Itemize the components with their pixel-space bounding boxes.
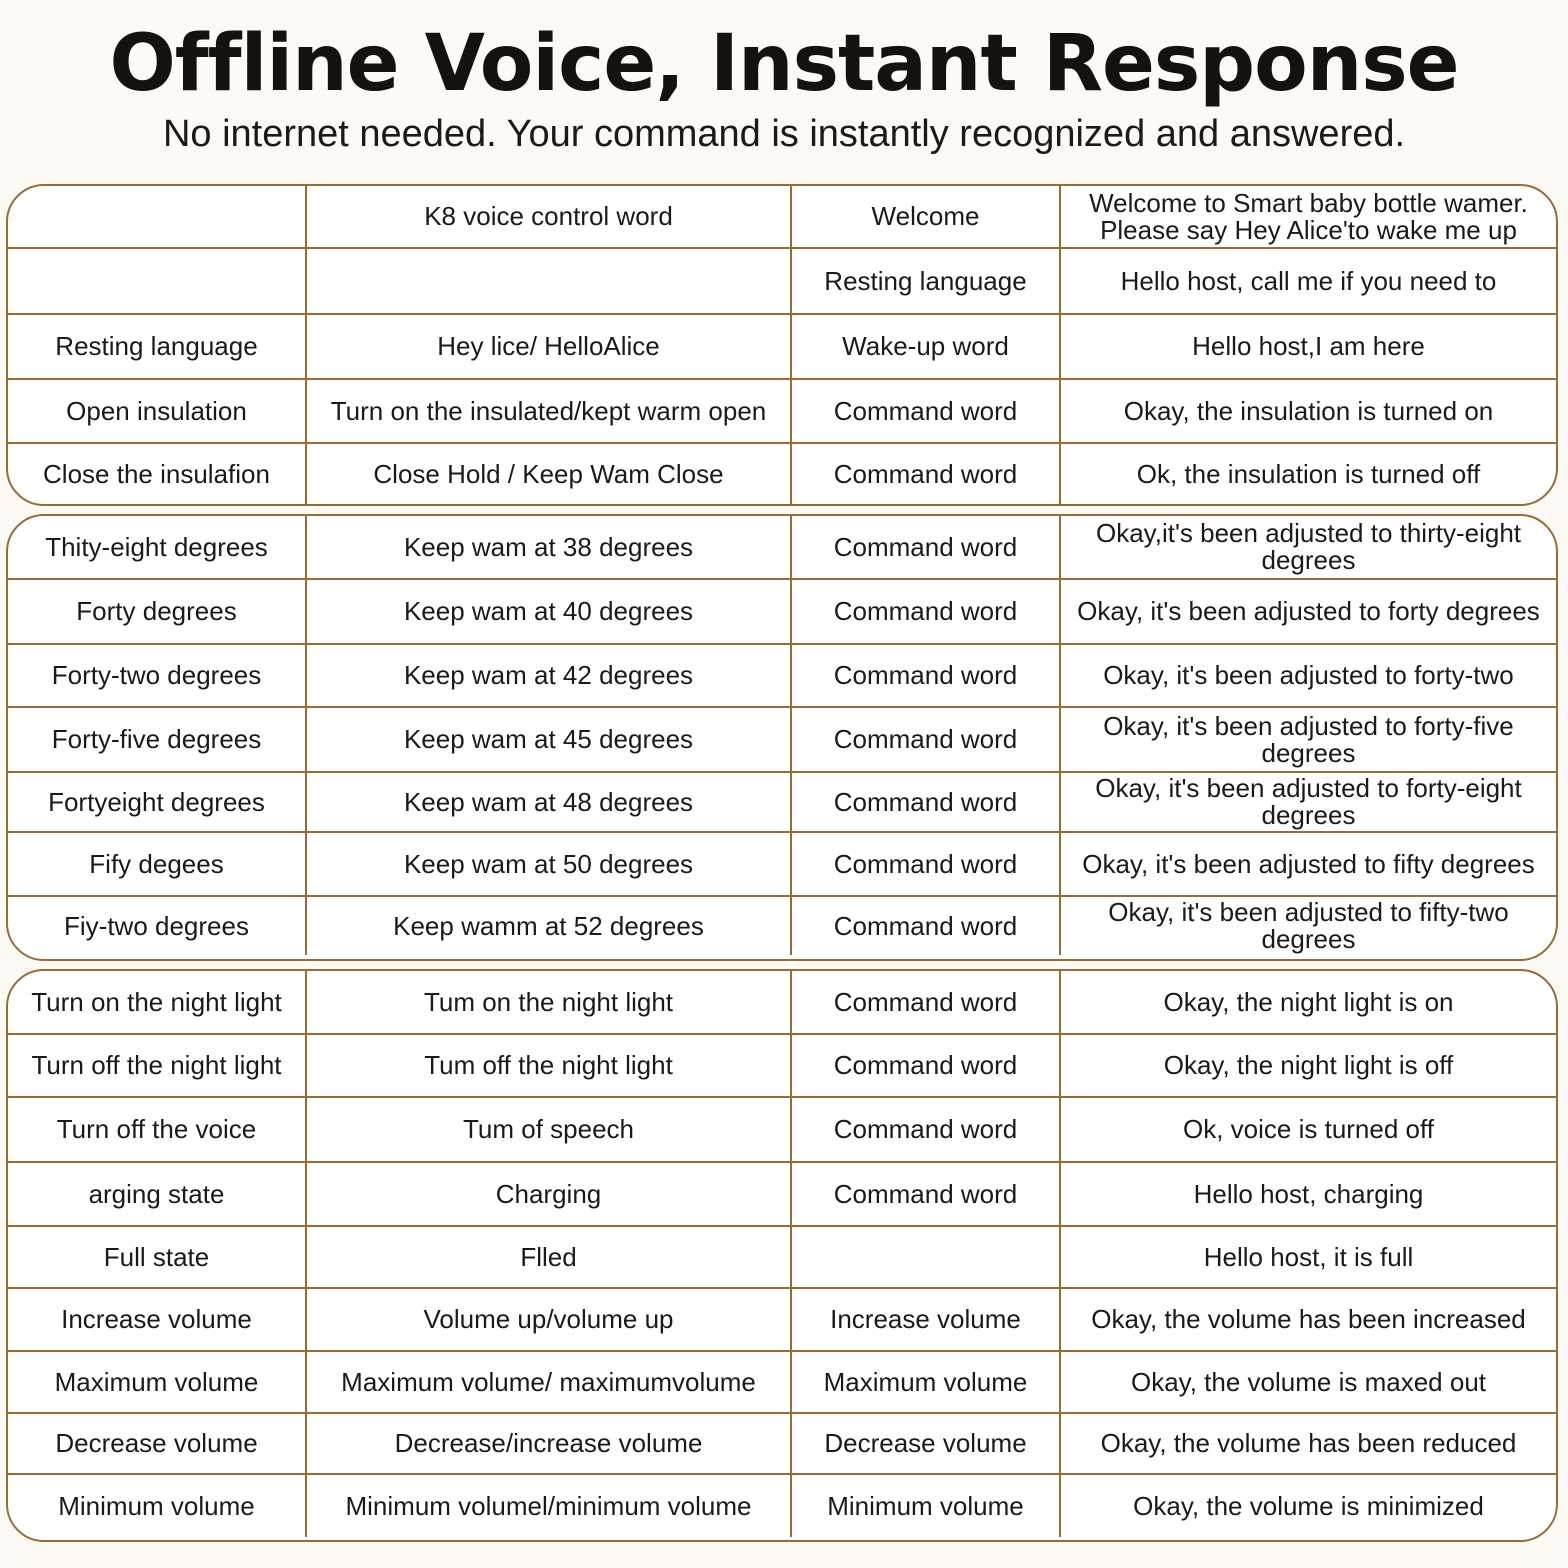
word-type-cell [790,645,1059,706]
word-type-cell [790,315,1059,378]
cell-text: Decrease volume [824,1428,1027,1458]
control-word-cell [305,315,790,378]
control-word-cell [305,1475,790,1537]
cell-text: Keep wam at 40 degrees [403,596,694,626]
control-word-cell [305,645,790,706]
table-row [8,1473,1556,1537]
cell-text: Ok, voice is turned off [1183,1114,1434,1144]
cell-text: Command word [833,1178,1018,1209]
response-cell [1059,1098,1556,1161]
table-row [8,1225,1556,1287]
cell-text: Open insulation [66,395,247,426]
response-cell [1059,380,1556,442]
cell-text: Tum off the night light [424,1050,673,1080]
cell-text: Hello host, it is full [1203,1241,1414,1272]
cell-text: Close the insulafion [43,458,270,489]
cell-text: Maximum volume/ maximumvolume [341,1366,756,1397]
control-word-cell [305,1163,790,1225]
response-cell [1059,1352,1556,1412]
response-cell [1059,1227,1556,1287]
response-cell [1059,708,1556,771]
response-cell [1059,186,1556,247]
feature-cell [8,773,305,831]
response-cell [1059,580,1556,643]
table-row [8,247,1556,313]
control-word-cell [305,186,790,247]
cell-text: Turn off the night light [31,1050,282,1080]
word-type-cell [790,897,1059,955]
table-row [8,378,1556,442]
table-row [8,313,1556,378]
cell-text: Keep wam at 45 degrees [403,724,694,754]
cell-text: Close Hold / Keep Wam Close [373,458,724,489]
response-cell [1059,1035,1556,1096]
cell-text: Hello host, call me if you need to [1120,265,1497,296]
cell-text: Volume up/volume up [423,1304,674,1334]
cell-text: Command word [833,848,1018,879]
table-row [8,1161,1556,1225]
cell-text: Flled [520,1241,577,1272]
word-type-cell [790,186,1059,247]
control-word-cell [305,1227,790,1287]
word-type-cell [790,1414,1059,1473]
word-type-cell [790,1289,1059,1350]
page-title: Offline Voice, Instant Response [109,19,1459,109]
cell-text: Okay, it's been adjusted to fifty degrees [1082,848,1535,879]
cell-text: Command word [833,531,1018,562]
control-word-cell [305,971,790,1033]
cell-text: Hey lice/ HelloAlice [437,331,660,361]
feature-cell [8,380,305,442]
cell-text: Keep wam at 50 degrees [403,848,694,879]
word-type-cell [790,249,1059,313]
cell-text: Resting language [55,331,258,361]
response-cell [1059,773,1556,831]
cell-text: Increase volume [61,1304,252,1334]
control-word-cell [305,249,790,313]
table-row [8,1350,1556,1412]
feature-cell [8,444,305,504]
table-group-general [6,184,1558,506]
word-type-cell [790,1227,1059,1287]
cell-text: Forty degrees [76,596,237,626]
cell-text: arging state [88,1178,225,1209]
cell-text: Command word [833,724,1018,754]
feature-cell [8,315,305,378]
table-row [8,771,1556,831]
response-cell [1059,444,1556,504]
word-type-cell [790,1163,1059,1225]
cell-text: Command word [833,1050,1018,1080]
table-row [8,186,1556,247]
response-cell [1059,897,1556,955]
table-row [8,1033,1556,1096]
feature-cell [8,645,305,706]
table-row [8,1096,1556,1161]
control-word-cell [305,1098,790,1161]
cell-text: Okay, it's been adjusted to forty-five degrees [1103,710,1514,768]
word-type-cell [790,708,1059,771]
table-row [8,578,1556,643]
feature-cell [8,1163,305,1225]
control-word-cell [305,516,790,578]
word-type-cell [790,971,1059,1033]
control-word-cell [305,1035,790,1096]
cell-text: K8 voice control word [424,201,673,231]
word-type-cell [790,516,1059,578]
cell-text: Command word [833,786,1018,817]
control-word-cell [305,773,790,831]
feature-cell [8,1414,305,1473]
cell-text: Welcome [871,201,980,231]
cell-text: Full state [103,1241,210,1272]
table-row [8,442,1556,504]
feature-cell [8,1352,305,1412]
cell-text: Okay, it's been adjusted to fifty-two degrees [1108,897,1509,954]
table-row [8,895,1556,955]
cell-text: Okay, the volume has been reduced [1100,1428,1517,1458]
cell-text: Tum on the night light [423,986,674,1017]
feature-cell [8,708,305,771]
table-row [8,643,1556,706]
cell-text: Turn on the insulated/kept warm open [330,395,767,426]
response-cell [1059,249,1556,313]
response-cell [1059,315,1556,378]
cell-text: Ok, the insulation is turned off [1136,458,1481,489]
feature-cell [8,833,305,895]
word-type-cell [790,580,1059,643]
cell-text: Fify degees [89,848,224,879]
response-cell [1059,1475,1556,1537]
table-row [8,1412,1556,1473]
control-word-cell [305,1352,790,1412]
response-cell [1059,833,1556,895]
word-type-cell [790,773,1059,831]
cell-text: Tum of speech [462,1114,634,1144]
cell-text: Command word [833,1114,1018,1144]
cell-text: Maximum volume [823,1366,1028,1397]
response-cell [1059,971,1556,1033]
cell-text: Minimum volume [58,1490,255,1521]
cell-text: Forty-two degrees [51,660,262,690]
feature-cell [8,1098,305,1161]
cell-text: Charging [495,1178,602,1209]
word-type-cell [790,444,1059,504]
cell-text: Okay, the volume is maxed out [1130,1366,1486,1397]
cell-text: Okay, the night light is on [1163,986,1454,1017]
feature-cell [8,580,305,643]
response-cell [1059,516,1556,578]
cell-text: Keep wamm at 52 degrees [393,910,704,941]
control-word-cell [305,380,790,442]
cell-text: Okay, the volume has been increased [1091,1304,1526,1334]
cell-text: Keep wam at 42 degrees [403,660,694,690]
feature-cell [8,186,305,247]
cell-text: Okay, it's been adjusted to forty degrees [1077,596,1540,626]
response-cell [1059,1414,1556,1473]
cell-text: Thity-eight degrees [45,531,268,562]
cell-text: Decrease/increase volume [394,1428,703,1458]
word-type-cell [790,833,1059,895]
control-word-cell [305,897,790,955]
control-word-cell [305,833,790,895]
feature-cell [8,1035,305,1096]
cell-text: Okay, it's been adjusted to forty-two [1103,660,1514,690]
word-type-cell [790,1352,1059,1412]
cell-text: Keep wam at 48 degrees [403,786,694,817]
cell-text: Decrease volume [55,1428,258,1458]
cell-text: Okay, the night light is off [1163,1050,1454,1080]
response-cell [1059,645,1556,706]
response-cell [1059,1289,1556,1350]
word-type-cell [790,380,1059,442]
feature-cell [8,897,305,955]
response-cell [1059,1163,1556,1225]
word-type-cell [790,1098,1059,1161]
cell-text: Keep wam at 38 degrees [403,531,694,562]
cell-text: Command word [833,986,1018,1017]
table-row [8,516,1556,578]
control-word-cell [305,708,790,771]
cell-text: Fortyeight degrees [48,786,265,817]
cell-text: Fiy-two degrees [64,910,249,941]
cell-text: Turn on the night light [31,986,282,1017]
feature-cell [8,1227,305,1287]
cell-text: Resting language [824,265,1027,296]
table-group-light-and-volume [6,969,1558,1542]
feature-cell [8,516,305,578]
cell-text: Hello host, charging [1193,1178,1424,1209]
cell-text: Command word [833,660,1018,690]
cell-text: Okay, it's been adjusted to forty-eight degrees [1095,773,1522,830]
cell-text: Minimum volumel/minimum volume [345,1490,752,1521]
word-type-cell [790,1475,1059,1537]
cell-text: Wake-up word [842,331,1009,361]
cell-text: Increase volume [830,1304,1021,1334]
cell-text: Okay, the volume is minimized [1133,1490,1484,1521]
feature-cell [8,1289,305,1350]
control-word-cell [305,580,790,643]
feature-cell [8,249,305,313]
cell-text: Command word [833,458,1018,489]
table-row [8,1287,1556,1350]
control-word-cell [305,1289,790,1350]
cell-text: Hello host,I am here [1192,331,1425,361]
feature-cell [8,1475,305,1537]
feature-cell [8,971,305,1033]
control-word-cell [305,1414,790,1473]
page-subtitle: No internet needed. Your command is instantly recognized and answered. [162,113,1406,155]
cell-text: Command word [833,596,1018,626]
cell-text: Okay,it's been adjusted to thirty-eight degrees [1095,518,1522,575]
table-row [8,706,1556,771]
cell-text: Maximum volume [54,1366,259,1397]
cell-text: Okay, the insulation is turned on [1123,395,1494,426]
cell-text: Welcome to Smart baby bottle wamer. Please say Hey Alice'to wake me up [1089,187,1528,245]
table-row [8,831,1556,895]
cell-text: Forty-five degrees [51,724,262,754]
cell-text: Command word [833,910,1018,941]
table-row [8,971,1556,1033]
cell-text: Turn off the voice [56,1114,257,1144]
word-type-cell [790,1035,1059,1096]
table-group-temperature [6,514,1558,961]
control-word-cell [305,444,790,504]
cell-text: Minimum volume [827,1490,1024,1521]
cell-text: Command word [833,395,1018,426]
